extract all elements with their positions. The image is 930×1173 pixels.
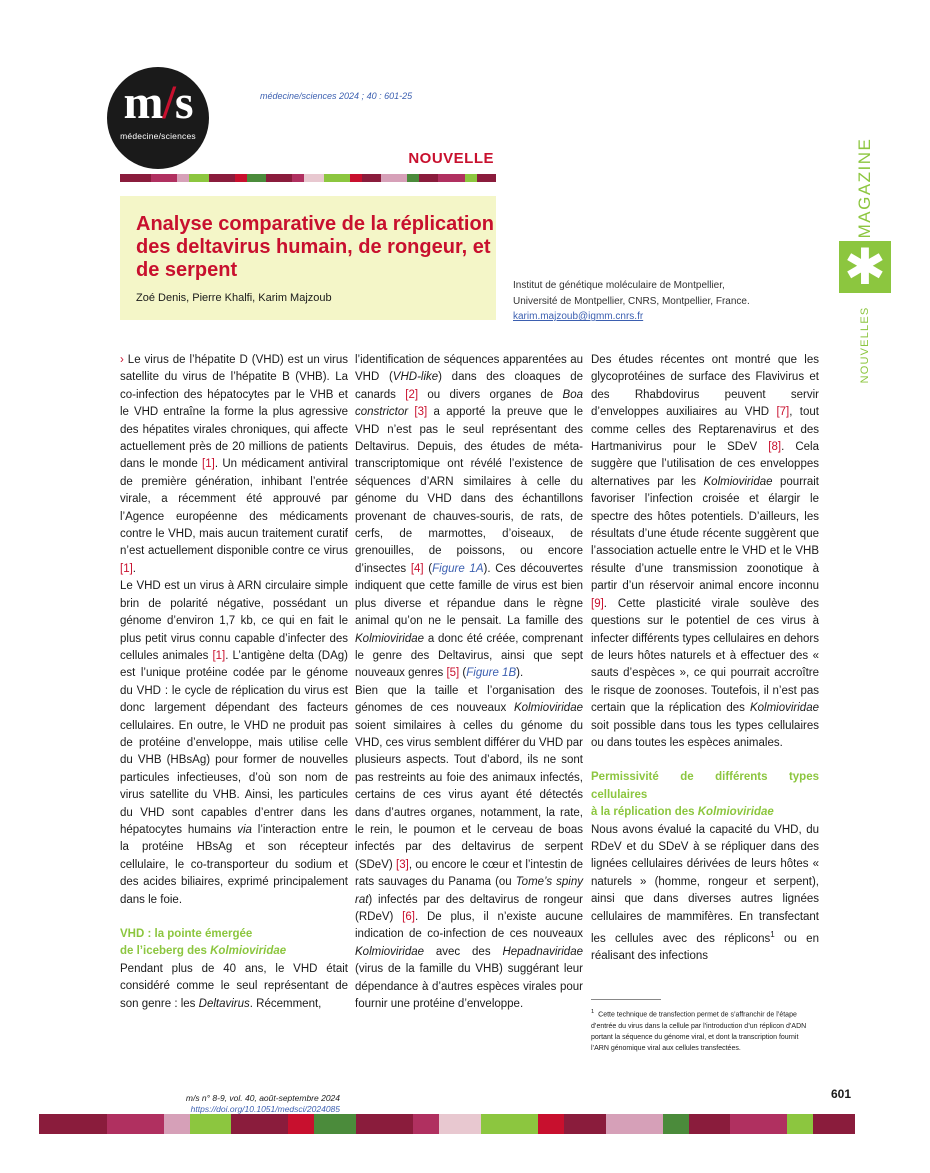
color-band-segment xyxy=(481,1114,538,1134)
footnote-divider xyxy=(591,999,661,1000)
paragraph: Bien que la taille et l’organisation des génomes de ces nouveaux Kolmioviridae soient similaires à celles du génome du VHD, ces virus semblent différer du VHD par plusieurs aspects. Tout d’abord, ils ne sont pas restreints au foie des animaux infectés, certains de ces virus ayant été détectés dans d’autres organes, notamment, la rate, le rein, le poumon et le cerveau de boas infectés par des deltavirus de serpent (SDeV) [3], ou encore le cœur et l’intestin de rats sauvages du Panama (ou Tome’s spiny rat) infectés par des deltavirus de rongeur (RDeV) [6]. De plus, il n’existe aucune indication de co-infection de ces nouveaux Kolmioviridae avec des Hepadnaviridae (virus de la famille du VHB) suggérant leur dépendance à d’autres espèces virales pour fournir une protéine d’enveloppe. xyxy=(355,684,584,1011)
page-number: 601 xyxy=(831,1087,852,1101)
color-band-segment xyxy=(314,1114,356,1134)
doi-link[interactable]: https://doi.org/10.1051/medsci/2024085 xyxy=(190,1104,340,1114)
logo-subtitle: médecine/sciences xyxy=(120,131,196,141)
color-band-segment xyxy=(663,1114,689,1134)
color-band-segment xyxy=(120,174,132,182)
authors: Zoé Denis, Pierre Khalfi, Karim Majzoub xyxy=(136,292,332,304)
affiliation xyxy=(513,278,813,325)
color-band-segment xyxy=(177,174,189,182)
paragraph: l’identification de séquences apparentées au VHD (VHD-like) dans des cloaques de canards [2] ou divers organes de Boa constrictor [3] a apporté la preuve que le VHD n’est pas le seul représentant des Deltavirus. Depuis, des études de méta-transcriptomique ont révélé l’existence de séquences d’ARN similaires à celle du génome du VHD dans des échantillons provenant de chauves-souris, de rats, de cerfs, de marmottes, d’oiseaux, de grenouilles, de poissons, ou encore d’insectes [4] (Figure 1A). Ces découvertes indiquent que cette famille de virus est bien plus diverse et répandue dans le règne animal qu’on ne le pensait. La famille des Kolmioviridae a donc été créée, comprenant le genre des Deltavirus, ainsi que sept nouveaux genres [5] (Figure 1B). xyxy=(355,354,584,680)
color-band-segment xyxy=(324,174,350,182)
color-band-segment xyxy=(689,1114,731,1134)
color-band-segment xyxy=(407,174,419,182)
paragraph: Pendant plus de 40 ans, le VHD était considéré comme le seul représentant de son genre : les Deltavirus. Récemment, xyxy=(120,962,348,1010)
citation-link[interactable]: [9] xyxy=(591,597,604,610)
text-column-2 xyxy=(355,352,583,1013)
color-band-segment xyxy=(288,1114,314,1134)
color-band-segment xyxy=(356,1114,413,1134)
text-column-3 xyxy=(591,352,819,966)
color-band-segment xyxy=(564,1114,606,1134)
color-band-segment xyxy=(231,1114,288,1134)
section-heading: Permissivité de différents types cellulaires à la réplication des Kolmioviridae xyxy=(591,771,819,819)
figure-link[interactable]: Figure 1A xyxy=(432,562,484,575)
section-label: NOUVELLE xyxy=(408,150,494,167)
color-band-segment xyxy=(39,1114,65,1134)
citation-link[interactable]: [3] xyxy=(396,858,409,871)
color-band-segment xyxy=(787,1114,813,1134)
bottom-color-band xyxy=(39,1114,855,1134)
color-band-segment xyxy=(304,174,323,182)
color-band-segment xyxy=(362,174,381,182)
asterisk-icon: ✱ xyxy=(839,241,891,293)
citation-link[interactable]: [3] xyxy=(414,406,428,419)
top-color-band xyxy=(120,174,496,182)
color-band-segment xyxy=(813,1114,855,1134)
color-band-segment xyxy=(65,1114,107,1134)
issue-reference xyxy=(186,1093,340,1115)
citation-link[interactable]: [5] xyxy=(446,667,460,680)
citation-link[interactable]: [1] xyxy=(202,458,215,471)
magazine-side-label: MAGAZINE xyxy=(855,137,874,238)
paragraph: Des études récentes ont montré que les glycoprotéines de surface des Flavivirus et des Rhabdovirus peuvent servir d’enveloppes auxiliaires au VHD [7], tout comme celles des Reptarenavirus et des Hartmanivirus pour le SDeV [8]. Cela suggère que l’utilisation de ces enveloppes alternatives par les Kolmioviridae pourrait favoriser l’infection croisée et élargir le spectre des hôtes potentiels. D’ailleurs, les résultats d’une étude récente suggèrent que l’association actuelle entre le VHD et le VHB résulte d’une transmission zoonotique à partir d’un réservoir animal encore inconnu [9]. Cette plasticité virale soulève des questions sur le potentiel de ces virus à infecter différents types cellulaires en dehors de leurs hôtes naturels et à effectuer des « sauts d’espèces », ce qui pourrait accroître le risque de zoonoses. Toutefois, il n’est pas certain que la réplication des Kolmioviridae soit possible dans tous les types cellulaires ou dans toutes les espèces animales. xyxy=(591,354,819,749)
nouvelles-side-label: NOUVELLES xyxy=(859,306,871,384)
color-band-segment xyxy=(465,174,477,182)
affiliation-line-2: Université de Montpellier, CNRS, Montpellier, France. xyxy=(513,295,750,307)
color-band-segment xyxy=(730,1114,787,1134)
logo-mark: m/s xyxy=(123,76,193,129)
journal-logo xyxy=(107,67,209,169)
article-title: Analyse comparative de la réplication des deltavirus humain, de rongeur, et de serpent xyxy=(136,213,494,281)
citation-link[interactable]: [2] xyxy=(405,388,419,401)
color-band-segment xyxy=(190,1114,232,1134)
citation-link[interactable]: [1] xyxy=(212,649,226,662)
citation-link[interactable]: [1] xyxy=(120,562,133,575)
section-heading: VHD : la pointe émergée de l’iceberg des Kolmioviridae xyxy=(120,928,287,958)
citation-link[interactable]: [6] xyxy=(402,911,415,923)
color-band-segment xyxy=(151,174,177,182)
color-band-segment xyxy=(107,1114,164,1134)
journal-reference: médecine/sciences 2024 ; 40 : 601-25 xyxy=(260,91,413,101)
paragraph: › Le virus de l’hépatite D (VHD) est un virus satellite du virus de l’hépatite B (VHB). La co-infection des hépatocytes par le VHB et le VHD entraîne la forme la plus agressive des hépatites virales chroniques, qui affecte actuellement près de 20 millions de patients dans le monde [1]. Un médicament antiviral de première génération, inhibant l’entrée virale, a récemment été approuvé par l’Agence européenne des médicaments contre le VHD, mais aucun traitement curatif n’est actuellement disponible contre ce virus [1]. xyxy=(120,354,348,575)
color-band-segment xyxy=(292,174,304,182)
color-band-segment xyxy=(381,174,407,182)
citation-link[interactable]: [7] xyxy=(776,406,790,419)
paragraph: Nous avons évalué la capacité du VHD, du RDeV et du SDeV à se répliquer dans des lignées cellulaires dérivées de leurs hôtes « naturels » (homme, rongeur et serpent), ainsi que dans diverses autres lignées cellulaires de mammifères. En transfectant les cellules avec des réplicons$^1$ ou en réalisant des infections xyxy=(591,823,819,963)
author-email-link[interactable]: karim.majzoub@igmm.cnrs.fr xyxy=(513,311,644,322)
color-band-segment xyxy=(413,1114,439,1134)
footnote: $^1$ Cette technique de transfection permet de s’affranchir de l’étape d’entrée du virus dans la cellule par l’introduction d’un réplicon d’ADN portant la séquence du génome viral, et dont la transcription fournit l’ARN génomique viral aux cellules transfectées. xyxy=(591,1009,807,1052)
citation-link[interactable]: [8] xyxy=(768,441,782,454)
color-band-segment xyxy=(606,1114,663,1134)
color-band-segment xyxy=(235,174,247,182)
figure-link[interactable]: Figure 1B xyxy=(466,667,517,680)
color-band-segment xyxy=(164,1114,190,1134)
color-band-segment xyxy=(266,174,292,182)
color-band-segment xyxy=(438,174,464,182)
color-band-segment xyxy=(477,174,496,182)
color-band-segment xyxy=(132,174,151,182)
citation-link[interactable]: [4] xyxy=(410,562,424,575)
issue-line: m/s n° 8-9, vol. 40, août-septembre 2024 xyxy=(185,1093,340,1103)
paragraph: Le VHD est un virus à ARN circulaire simple brin de polarité négative, possédant un génome d’environ 1,7 kb, ce qui en fait le plus petit virus connu capable d’infecter des cellules animales [1]. L’antigène delta (DAg) est l’unique protéine codée par le génome du VHD : le cycle de réplication du virus est donc largement dépendant des facteurs cellulaires. En outre, le VHD ne produit pas de protéine d’enveloppe, mais utilise celle du VHB (HBsAg) pour former de nouvelles particules infectieuses, d’où son nom de virus satellite du VHB. Ainsi, les particules du VHD sont capables d’entrer dans les hépatocytes humains via l’interaction entre la protéine HBsAg et son récepteur cellulaire, le co-transporteur du sodium et des acides biliaires, exprimé principalement dans le foie. xyxy=(120,580,348,906)
color-band-segment xyxy=(189,174,208,182)
color-band-segment xyxy=(419,174,438,182)
color-band-segment xyxy=(247,174,266,182)
affiliation-line-1: Institut de génétique moléculaire de Montpellier, xyxy=(513,280,725,291)
color-band-segment xyxy=(538,1114,564,1134)
text-column-1 xyxy=(120,352,348,1013)
color-band-segment xyxy=(439,1114,481,1134)
color-band-segment xyxy=(209,174,235,182)
color-band-segment xyxy=(350,174,362,182)
